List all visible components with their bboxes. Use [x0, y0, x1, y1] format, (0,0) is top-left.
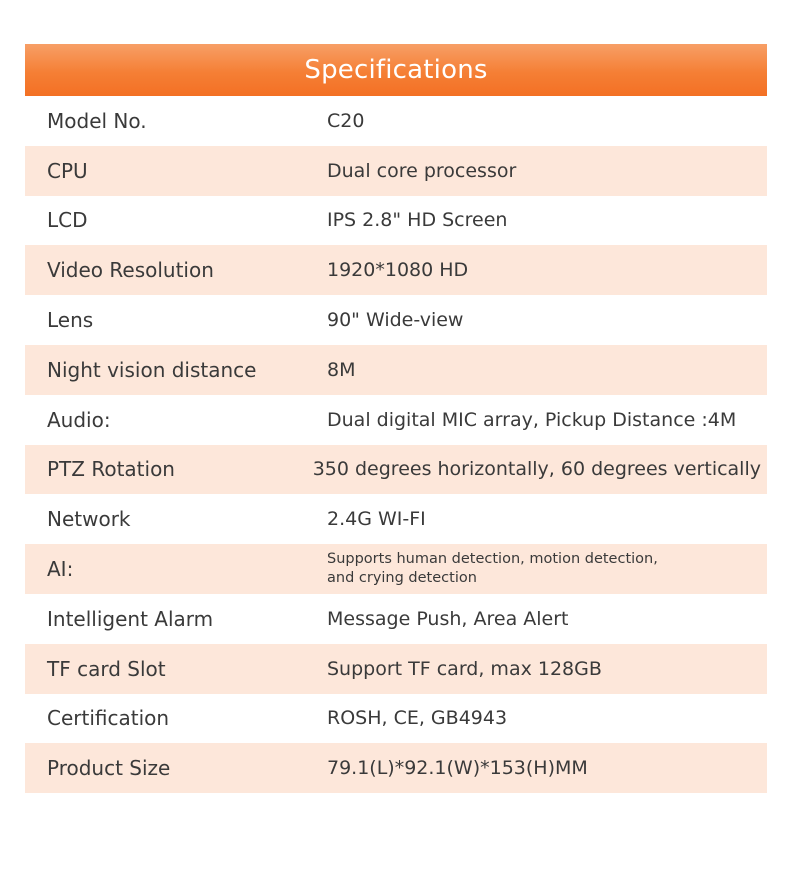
spec-header-bar: [25, 44, 767, 96]
spec-label: Audio:: [47, 407, 111, 432]
spec-row-ptz-rotation: [25, 445, 767, 495]
spec-row-intelligent-alarm: [25, 594, 767, 644]
spec-row-video-resolution: [25, 245, 767, 295]
spec-row-cpu: [25, 146, 767, 196]
spec-table: [25, 44, 767, 793]
spec-value: Supports human detection, motion detection, and crying detection: [327, 551, 658, 587]
spec-label: PTZ Rotation: [47, 457, 175, 482]
spec-value: Dual digital MIC array, Pickup Distance :4M: [327, 408, 737, 431]
spec-value: Dual core processor: [327, 159, 517, 182]
spec-row-tf-card: [25, 644, 767, 694]
spec-row-night-vision: [25, 345, 767, 395]
spec-row-lens: [25, 295, 767, 345]
spec-label: Certification: [47, 706, 170, 731]
spec-label: AI:: [47, 557, 74, 582]
spec-label: Video Resolution: [47, 258, 214, 283]
spec-value: ROSH, CE, GB4943: [327, 707, 508, 730]
spec-label: Intelligent Alarm: [47, 606, 214, 631]
spec-title: Specifications: [304, 55, 488, 85]
spec-value: 79.1(L)*92.1(W)*153(H)MM: [327, 757, 588, 780]
spec-row-model: [25, 96, 767, 146]
spec-value: IPS 2.8" HD Screen: [327, 209, 508, 232]
spec-row-certification: [25, 694, 767, 744]
spec-label: Night vision distance: [47, 357, 257, 382]
spec-value: Message Push, Area Alert: [327, 607, 569, 630]
spec-value: 8M: [327, 358, 356, 381]
spec-row-product-size: [25, 743, 767, 793]
spec-value: 1920*1080 HD: [327, 259, 469, 282]
spec-row-lcd: [25, 196, 767, 246]
spec-label: Product Size: [47, 756, 171, 781]
spec-label: Network: [47, 507, 131, 532]
spec-value: C20: [327, 109, 365, 132]
spec-label: Lens: [47, 308, 94, 333]
spec-value: Support TF card, max 128GB: [327, 657, 602, 680]
spec-label: TF card Slot: [47, 656, 166, 681]
spec-label: Model No.: [47, 108, 147, 133]
spec-row-audio: [25, 395, 767, 445]
spec-value: 90" Wide-view: [327, 309, 464, 332]
spec-row-network: [25, 494, 767, 544]
spec-value: 350 degrees horizontally, 60 degrees vertically: [312, 458, 761, 481]
spec-row-ai: [25, 544, 767, 594]
spec-value: 2.4G WI-FI: [327, 508, 426, 531]
spec-label: LCD: [47, 208, 88, 233]
spec-label: CPU: [47, 158, 88, 183]
